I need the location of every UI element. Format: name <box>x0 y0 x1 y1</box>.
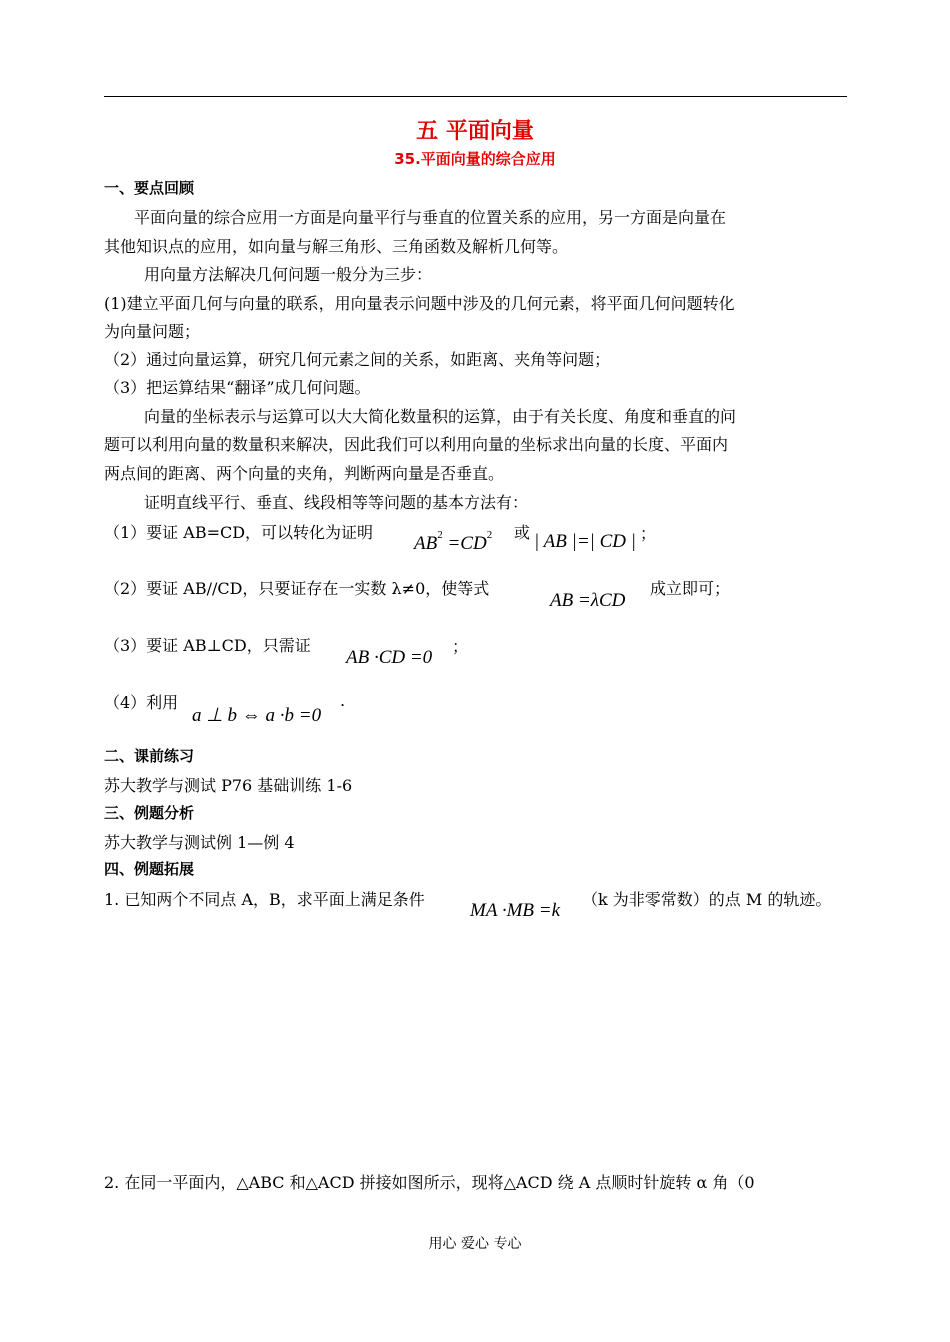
step1-line1: (1)建立平面几何与向量的联系，用向量表示问题中涉及的几何元素，将平面几何问题转化 <box>104 294 735 313</box>
problem1-formula: MA ·MB =k <box>470 900 561 921</box>
step1-line2: 为向量问题； <box>104 322 201 341</box>
intro-line1: 平面向量的综合应用一方面是向量平行与垂直的位置关系的应用，另一方面是向量在 <box>134 208 727 227</box>
exponent-2: 2 <box>437 529 443 541</box>
lesson-title: 35.平面向量的综合应用 <box>394 150 556 168</box>
formula-ab: AB <box>414 533 438 554</box>
intro-line2: 其他知识点的应用，如向量与解三角形、三角函数及解析几何等。 <box>104 237 569 256</box>
step3: （3）把运算结果“翻译”成几何问题。 <box>104 378 371 397</box>
steps-intro: 用向量方法解决几何问题一般分为三步： <box>144 265 433 284</box>
method4-text: （4）利用 <box>104 693 179 712</box>
method2-formula: AB =λCD <box>550 590 626 611</box>
method3-end: ； <box>452 637 469 656</box>
coord-line3: 两点间的距离、两个向量的夹角，判断两向量是否垂直。 <box>104 464 505 483</box>
section3-text: 苏大教学与测试例 1—例 4 <box>104 833 295 852</box>
section4-heading: 四、例题拓展 <box>104 860 195 878</box>
method4-end: . <box>340 691 346 710</box>
step2: （2）通过向量运算，研究几何元素之间的关系，如距离、夹角等问题； <box>104 350 611 369</box>
section3-heading: 三、例题分析 <box>104 804 195 822</box>
problem2-text: 2. 在同一平面内，△ABC 和△ACD 拼接如图所示，现将△ACD 绕 A 点顺时针旋转 α 角（0 <box>104 1173 755 1192</box>
page-footer: 用心 爱心 专心 <box>428 1236 522 1252</box>
method3-formula: AB ·CD =0 <box>346 647 433 668</box>
section2-heading: 二、课前练习 <box>104 747 195 765</box>
method1-formula <box>414 529 493 555</box>
problem1-end: （k 为非零常数）的点 M 的轨迹。 <box>582 890 832 909</box>
coord-line2: 题可以利用向量的数量积来解决，因此我们可以利用向量的坐标求出向量的长度、平面内 <box>104 435 729 454</box>
chapter-title: 五 平面向量 <box>416 119 534 144</box>
method3-text: （3）要证 AB⊥CD，只需证 <box>104 636 311 655</box>
method1-end: ； <box>640 524 657 543</box>
top-rule <box>104 96 847 97</box>
formula-cd: =CD <box>447 533 487 554</box>
section1-heading: 一、要点回顾 <box>104 179 195 197</box>
method1-abs-formula: | AB |=| CD | <box>534 531 636 552</box>
problem1-text: 1. 已知两个不同点 A，B，求平面上满足条件 <box>104 890 425 909</box>
method4-formula: a ⊥ b ⇔ a ·b =0 <box>192 705 322 726</box>
method1-text: （1）要证 AB=CD，可以转化为证明 <box>104 523 374 542</box>
method2-text: （2）要证 AB//CD，只要证存在一实数 λ≠0，使等式 <box>104 579 490 598</box>
coord-line1: 向量的坐标表示与运算可以大大简化数量积的运算，由于有关长度、角度和垂直的问 <box>144 407 737 426</box>
method1-or: 或 <box>514 523 531 542</box>
section2-text: 苏大教学与测试 P76 基础训练 1-6 <box>104 776 353 795</box>
method2-end: 成立即可； <box>650 579 731 598</box>
exponent-2: 2 <box>486 529 493 541</box>
methods-intro: 证明直线平行、垂直、线段相等等问题的基本方法有： <box>144 493 529 512</box>
